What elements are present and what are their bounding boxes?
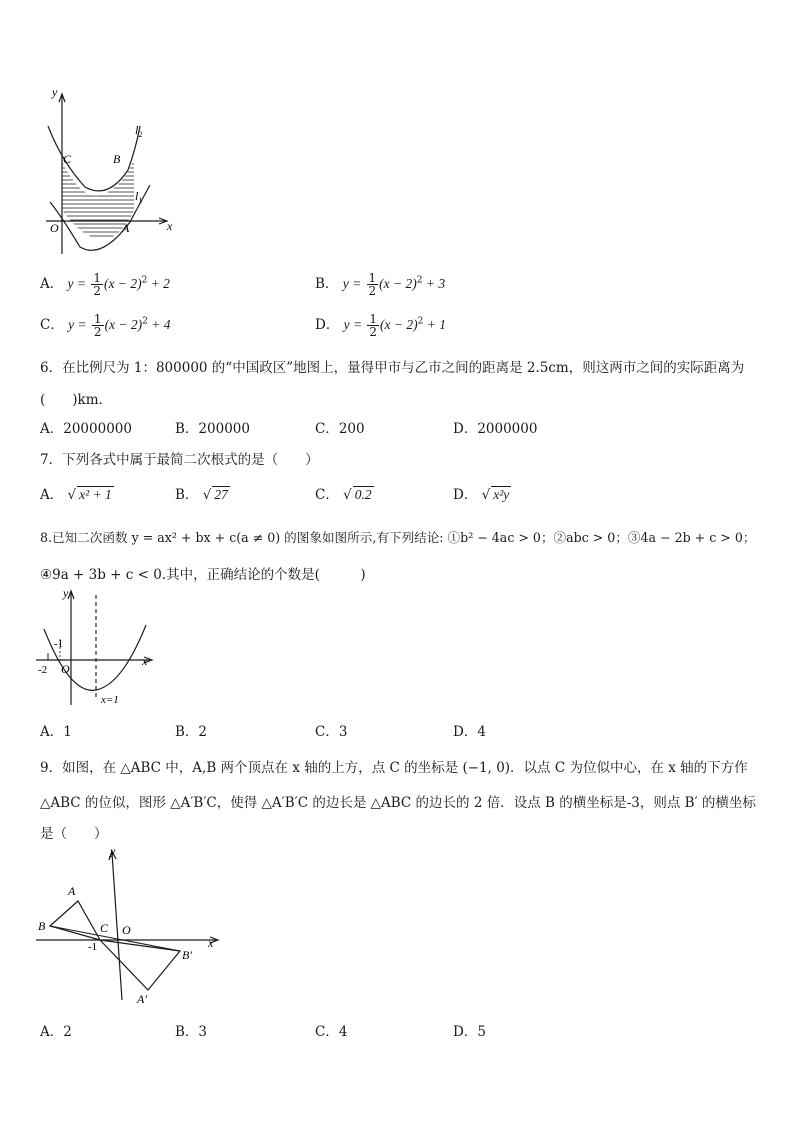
q8-option-a[interactable]: A．1: [40, 724, 72, 740]
q5-option-a[interactable]: A． y = $\frac{1}{2}$ $(x - 2)^2 + 2$: [40, 271, 170, 298]
minus-one-label: -1: [54, 638, 64, 650]
minus-two-label: -2: [38, 664, 48, 676]
q5-option-b[interactable]: B． y = $\frac{1}{2}$ $(x - 2)^2 + 3$: [315, 271, 446, 298]
l1-label: $l_1$: [135, 189, 143, 205]
q8-stem-line2: ④9a + 3b + c < 0.其中，正确结论的个数是( ): [40, 567, 366, 583]
q6-option-d[interactable]: D．2000000: [453, 421, 538, 437]
q9-figure: [30, 845, 230, 1010]
q5-option-c[interactable]: C． y = $\frac{1}{2}$ $(x - 2)^2 + 4$: [40, 312, 171, 339]
q5-option-d[interactable]: D． y = $\frac{1}{2}$ $(x - 2)^2 + 1$: [315, 312, 446, 339]
q9-option-a[interactable]: A．2: [40, 1024, 72, 1040]
point-bprime-label: B′: [182, 948, 192, 962]
origin-label: O: [61, 662, 70, 676]
q7-option-a[interactable]: A． √ x² + 1: [40, 487, 112, 503]
q5-figure: [40, 82, 180, 257]
q8-stem-line1: 8.已知二次函数 y = ax² + bx + c(a ≠ 0) 的图象如图所示,有下列结论: ①b² − 4ac > 0；②abc > 0；③4a − 2b + c > 0；: [40, 530, 756, 545]
q6-stem-line1: 6．在比例尺为 1：800000 的“中国政区”地图上，量得甲市与乙市之间的距离是 2.5cm，则这两市之间的实际距离为: [40, 360, 745, 376]
q6-option-a[interactable]: A．20000000: [40, 421, 132, 437]
x-label: x: [142, 654, 148, 668]
q9-stem-line1: 9．如图，在 △ABC 中，A,B 两个顶点在 x 轴的上方，点 C 的坐标是 (−1, 0)．以点 C 为位似中心，在 x 轴的下方作: [40, 760, 748, 776]
q7-stem: 7．下列各式中属于最简二次根式的是（ ）: [40, 452, 319, 468]
origin-label: O: [122, 923, 131, 937]
q9-option-c[interactable]: C．4: [315, 1024, 348, 1040]
y-label: y: [110, 845, 116, 858]
point-a-label: A: [68, 884, 76, 898]
y-axis: [112, 853, 122, 1000]
q8-option-c[interactable]: C．3: [315, 724, 348, 740]
q9-option-b[interactable]: B．3: [175, 1024, 208, 1040]
q7-option-b[interactable]: B． √ 27: [175, 487, 228, 503]
triangle-apbpc: [100, 940, 180, 990]
q6-stem-line2: ( )km．: [40, 392, 113, 408]
q9-stem-line2: △ABC 的位似，图形 △A′B′C，使得 △A′B′C 的边长是 △ABC 的边长的 2 倍．设点 B 的横坐标是-3，则点 B′ 的横坐标: [40, 795, 756, 811]
minus-one-label: -1: [88, 941, 98, 953]
parabola: [44, 625, 146, 690]
y-label: y: [52, 85, 58, 99]
shaded-region: [60, 164, 143, 248]
point-aprime-label: A′: [137, 992, 147, 1006]
x-label: x: [167, 219, 173, 233]
origin-label: O: [50, 221, 59, 235]
point-a-label: A: [122, 221, 130, 235]
q8-option-d[interactable]: D．4: [453, 724, 486, 740]
q9-stem-line3: 是（ ）: [40, 826, 108, 842]
q8-figure: [30, 585, 160, 710]
l2-label: $l_2$: [135, 123, 143, 139]
q6-option-b[interactable]: B．200000: [175, 421, 250, 437]
y-label: y: [63, 586, 69, 600]
x-label: x: [208, 936, 214, 950]
q8-option-b[interactable]: B．2: [175, 724, 208, 740]
q7-option-c[interactable]: C． √ 0.2: [315, 487, 372, 503]
q6-option-c[interactable]: C．200: [315, 421, 365, 437]
q7-option-d[interactable]: D． √ x²y: [453, 487, 510, 503]
point-c-label: C: [63, 152, 72, 166]
point-c-label: C: [100, 921, 109, 935]
q9-option-d[interactable]: D．5: [453, 1024, 486, 1040]
axis-label: x=1: [101, 694, 119, 706]
point-b-label: B: [38, 919, 46, 933]
point-b-label: B: [113, 152, 121, 166]
